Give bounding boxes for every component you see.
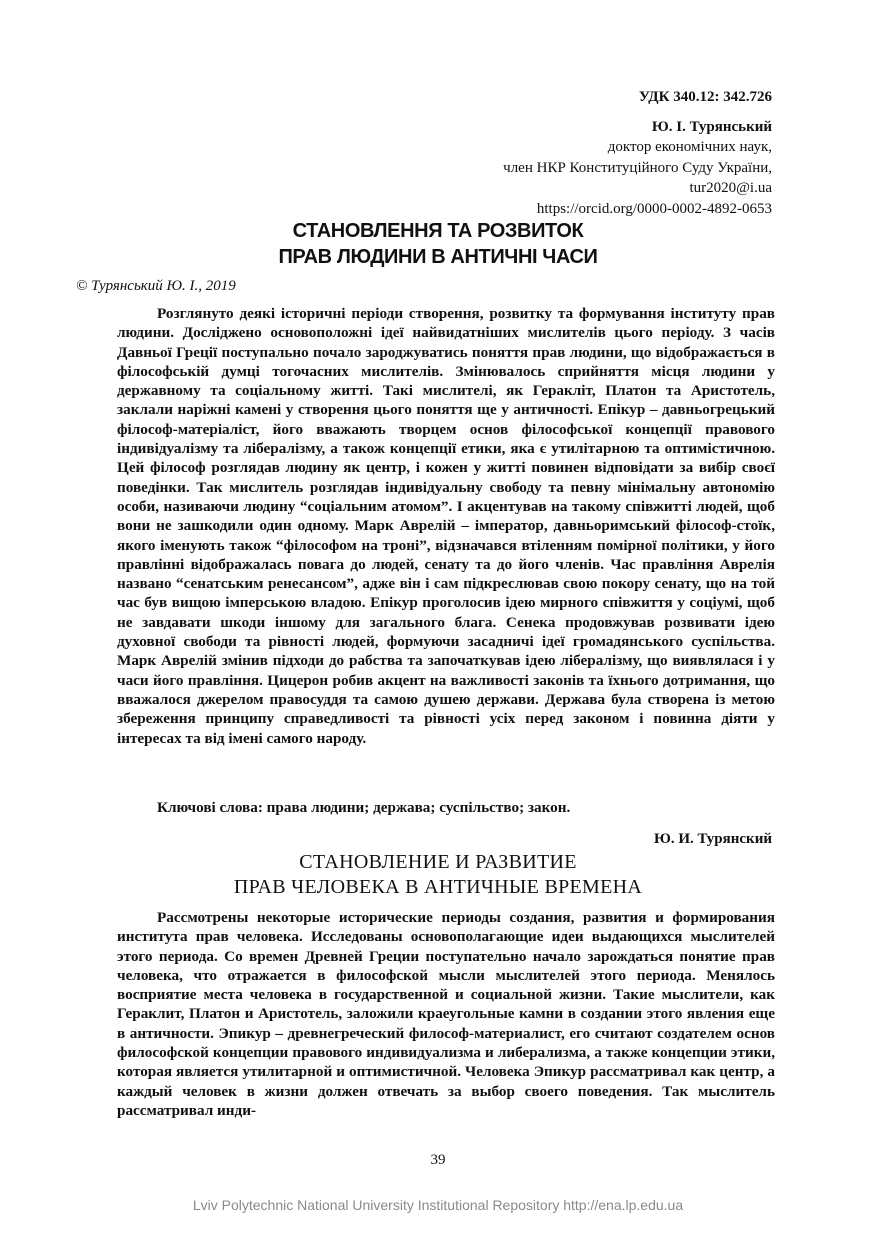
- keywords-ua: Ключові слова: права людини; держава; суспільство; закон.: [157, 799, 571, 816]
- title-ru-line-2: ПРАВ ЧЕЛОВЕКА В АНТИЧНЫЕ ВРЕМЕНА: [233, 876, 643, 898]
- title-ua-line-2: ПРАВ ЛЮДИНИ В АНТИЧНІ ЧАСИ: [278, 246, 598, 268]
- abstract-ru: [117, 908, 775, 1120]
- page-number: 39: [430, 1152, 446, 1168]
- author-info-block: [503, 87, 772, 219]
- title-ru-line-1: СТАНОВЛЕНИЕ И РАЗВИТИЕ: [299, 851, 577, 873]
- title-ua-line-1: СТАНОВЛЕННЯ ТА РОЗВИТОК: [292, 220, 584, 242]
- author-name-ua: Ю. І. Турянський: [651, 118, 772, 135]
- author-name-ru: Ю. И. Турянский: [653, 831, 772, 847]
- author-orcid[interactable]: https://orcid.org/0000-0002-4892-0653: [536, 200, 772, 217]
- abstract-ua-text: Розглянуто деякі історичні періоди створення, розвитку та формування інституту прав людини. Досліджено основоположні ідеї найвидатніших мислителів цього періоду. З часів Давньої Греції поступально почало зароджуватись поняття прав людини, що відображається в філософській думці тогочасних мислителів. Змінювалось сприйняття місця людини у державному та соціальному житті. Такі мислителі, як Геракліт, Платон та Аристотель, заклали наріжні камені у створення цього поняття ще у античності. Епікур – давньогрецький філософ-матеріаліст, його вважають творцем основ філософської концепції правового індивідуалізму та лібералізму, а також концепції етики, яка є утилітарною та оптимістичною. Цей філософ розглядав людину як центр, і кожен у житті повинен відповідати за вибір своєї поведінки. Так мислитель розглядав індивідуальну свободу та певну мінімальну автономію особи, називаючи людину “соціальним атомом”. І акцентував на такому співжитті людей, щоб вони не зашкодили один одному. Марк Аврелій – імператор, давньоримський філософ-стоїк, якого іменують також “філософом на троні”, відзначався втіленням помірної політики, у його правлінні відображалась повага до людей, сенату та до його членів. Час правління Аврелія названо “сенатським ренесансом”, адже він і сам підкреслював свою покору сенату, що на той час був вищою імперською владою. Епікур проголосив ідею мирного співжиття у соціумі, щоб не завдавати шкоди іншому для загального блага. Сенека продовжував розвивати ідею духовної свободи та рівності людей, формуючи засадничі ідеї громадянського суспільства. Марк Аврелій змінив підходи до рабства та започаткував ідею лібералізму, що виявлялася і у часи його правління. Цицерон робив акцент на важливості законів та їхнього дотримання, що вважалося джерелом правосуддя та самою душею держави. Держава була створена із метою збереження принципу справедливості та рівності усіх перед законом і повинна діяти у інтересах та від імені самого народу.: [117, 305, 775, 747]
- abstract-ua: [117, 304, 775, 748]
- abstract-ru-text: Рассмотрены некоторые исторические периоды создания, развития и формирования института прав человека. Исследованы основополагающие идеи выдающихся мыслителей этого периода. Со времен Древней Греции поступательно начало зарождаться понятие прав человека, что отражается в философской мысли мыслителей этого периода. Менялось восприятие места человека в государственной и социальной жизни. Такие мыслители, как Гераклит, Платон и Аристотель, заложили краеугольные камни в создании этого явления еще в античности. Эпикур – древнегреческий философ-материалист, его считают создателем основ философской концепции правового индивидуализма и либерализма, а также концепции этики, которая является утилитарной и оптимистичной. Человека Эпикур рассматривал как центр, а каждый человек в жизни должен отвечать за выбор своего поведения. Так мыслитель рассматривал инди-: [117, 909, 775, 1119]
- copyright-notice: © Турянський Ю. І., 2019: [76, 278, 236, 294]
- repository-footer[interactable]: Lviv Polytechnic National University Institutional Repository http://ena.lp.edu.ua: [192, 1197, 684, 1213]
- author-email[interactable]: tur2020@i.ua: [689, 180, 772, 196]
- article-title-ua: [100, 218, 776, 270]
- article-title-ru: [100, 850, 776, 900]
- author-position: член НКР Конституційного Суду України,: [503, 159, 772, 176]
- udk-code: УДК 340.12: 342.726: [638, 89, 772, 105]
- author-degree: доктор економічних наук,: [607, 139, 772, 155]
